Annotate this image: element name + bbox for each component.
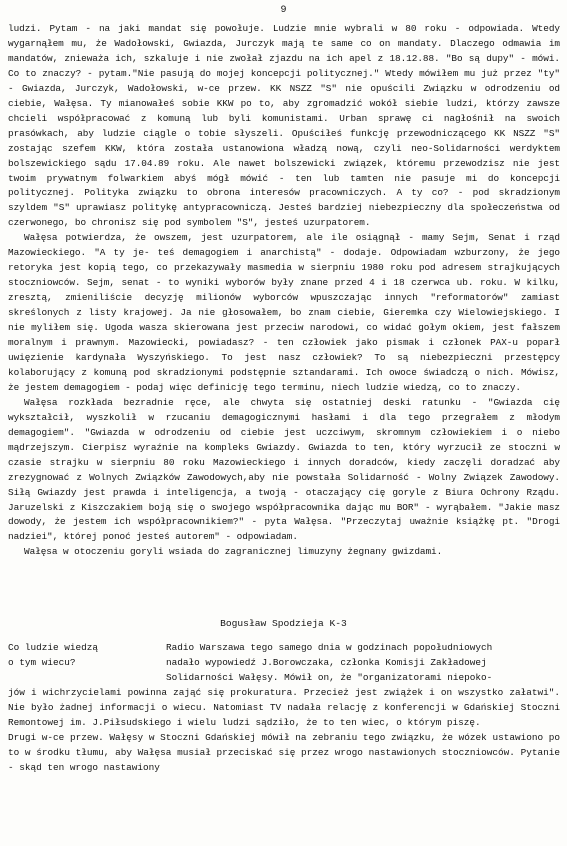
author-signature: Bogusław Spodzieja K-3 (220, 618, 347, 629)
paragraph-4: Wałęsa w otoczeniu goryli wsiada do zagranicznej limuzyny żegnany gwizdami. (24, 546, 443, 558)
second-article-intro (166, 641, 560, 686)
second-article-paragraph-2: Drugi w-ce przew. Wałęsy w Stoczni Gdańskiej mówił na zebraniu tego związku, że wózek ustawiono po to w środku tłumu, aby Wałęsa musiał przeciskać się przez wrogo nastawionych stoczniowców. Pytanie - skąd ten wrogo nastawiony (8, 731, 560, 773)
intro-line-2: nadało wypowiedź J.Borowczaka, członka Komisji Zakładowej (166, 656, 487, 668)
second-article-paragraph-1: jów i wichrzycielami powinna zająć się prokuratura. Przecież jest zwiążek i on wszystko załatwi". Nie było żadnej informacji o wiecu. Natomiast TV nadała relację z konferencji w Gdańskiej Stoczni Remontowej im. J.Piłsudskiego i wielu ludzi sądziło, że to ten wiec, o którym piszę. (8, 686, 560, 728)
paragraph-1: ludzi. Pytam - na jaki mandat się powołuje. Ludzie mnie wybrali w 80 roku - odpowiada. Wtedy wygarnąłem mu, że Wadołowski, Gwiazda, Jurczyk mają te same co on mandaty. Dlaczego odmawia im mandatów, znieważa ich, szkaluje i nie zwołał zjazdu na ich apel z 18.12.88. "Bo są dupy" - mówi. Co to znaczy? - pytam."Nie pasują do mojej koncepcji politycznej." Wtedy mówiłem mu już przez "ty" - Gwiazda, Jurczyk, Wadołowski, w-ce przew. KK NSZZ "S" nie opuścili Związku w odrodzeniu od ciebie, Wałęsa. Ty mianowałeś sobie KKW po to, aby zgromadzić wokół siebie ludzi, którzy zawsze chcieli współpracować z komuną lub byli komunistami. Urban sprawę ci nagłośnił na swoich prasówkach, aby ludzie ciągle o tobie słyszeli. Opuściłeś funkcję przewodniczącego KK NSZZ "S" zostając szefem KKW, która została ustanowiona władzą nową, czyli neo-Solidarności werdyktem bolszewickiego sądu 17.04.89 roku. Ale nawet bolszewicki związek, któremu przewodzisz nie jest twoim prywatnym folwarkiem abyś mógł mówić - ten lub tamten nie pasuje mi do koncepcji politycznej. Polityka związku to obrona interesów pracowniczych. A ty co? - pod skradzionym szyldem "S" uprawiasz politykę antypracowniczą. Jesteś bardziej niebezpieczny dla społeczeństwa od czerwonego, bo chronisz się pod symbolem "S", jesteś uzurpatorem. (8, 23, 560, 229)
article-body (8, 22, 560, 560)
paragraph-2: Wałęsa potwierdza, że owszem, jest uzurpatorem, ale ile osiągnął - mamy Sejm, Senat i rząd Mazowieckiego. "A ty je- teś demagogiem i anarchistą" - dodaje. Odpowiadam wzburzony, że jego retoryka jest kopią tego, co przekazywały masmedia w sierpniu 1980 roku pod adresem strajkujących stoczniowców. Sejm, senat - to wyniki wyborów były znane przed 4 i 18 czerwca ub. roku. W kilku, zresztą, zmieniliście decyzję milionów wyborców wpuszczając innych "reformatorów" zamiast skreślonych z listy krajowej. Ja nie głosowałem, bo znam ciebie, Gieremka czy Wielowiejskiego. I nie myliłem się. Ugoda wasza skierowana jest przeciw narodowi, co widać gołym okiem, jest fałszem moralnym i prawnym. Mazowiecki, powiadasz? - ten człowiek jako pismak i członek PAX-u poparł uwięzienie kardynała Wyszyńskiego. To jest nasz człowiek? To są niebezpieczni przestępcy kolaborujący z komuną pod skradzionymi podstępnie sztandarami. Ich owoce świadczą o nich. Mówisz, że jestem demagogiem - podaj więc definicję tego terminu, niech ludzie wiedzą, co to znaczy. (8, 232, 560, 393)
sidebar-line-1: Co ludzie wiedzą (8, 642, 99, 653)
page-number: 9 (280, 5, 287, 16)
second-article (8, 641, 560, 776)
intro-line-3: Solidarności Wałęsy. Mówił on, że "organizatorami niepoko- (166, 671, 493, 683)
paragraph-3: Wałęsa rozkłada bezradnie ręce, ale chwyta się ostatniej deski ratunku - "Gwiazda cię wykształcił, wyszkolił w rzucaniu demagogicznymi hasłami i dla tego przegrałem z młodym demagogiem". "Gwiazda w odrodzeniu od ciebie jest uczciwym, skromnym człowiekiem i o niebo mądrzejszym. Cierpisz wyraźnie na kompleks Gwiazdy. Gwiazda to ten, który wyrzucił ze stoczni w czasie strajku w sierpniu 80 roku Mazowieckiego i innych doradców, kiedy zaczęli doradzać aby zrezygnować z Wolnych Związków Zawodowych,aby nie powstała Solidarność - Wolny Związek Zawodowy. Siłą Gwiazdy jest prawda i inteligencja, a twoją - otaczający cię goryle z Biura Ochrony Rządu. Jaruzelski z Kiszczakiem boją się o swojego współpracownika dając mu BOR" - wyrąbałem. "Jakie masz dowody, że jestem ich współpracownikiem?" - pyta Wałęsa. "Przeczytaj uważnie książkę pt. "Drogi nadziei", której ponoć jesteś autorem" - odpowiadam. (8, 396, 560, 543)
intro-line-1: Radio Warszawa tego samego dnia w godzinach popołudniowych (166, 642, 493, 653)
sidebar-line-2: o tym wiecu? (8, 656, 76, 668)
